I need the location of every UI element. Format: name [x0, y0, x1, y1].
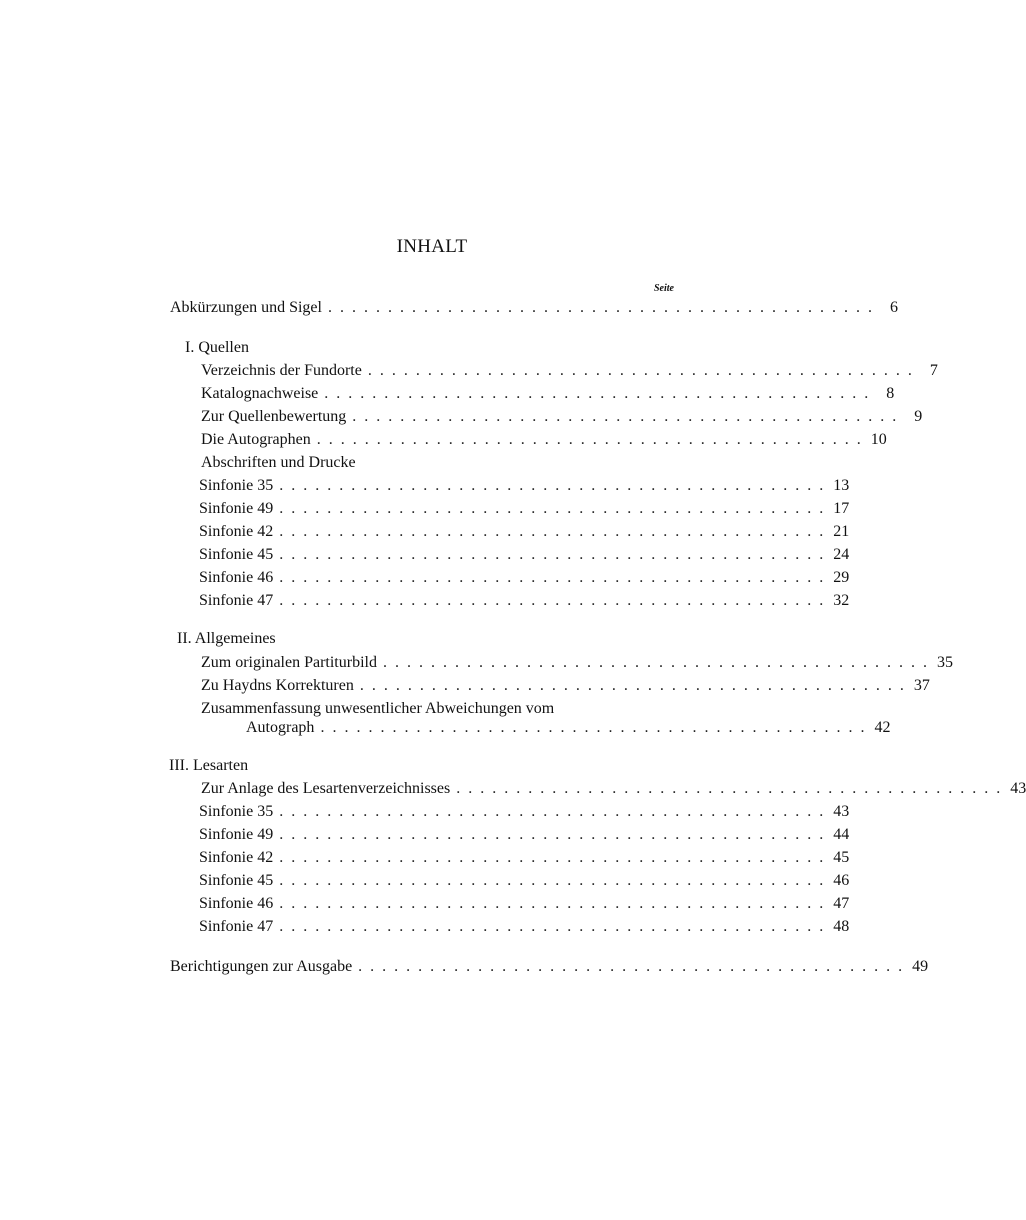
- page-title: INHALT: [396, 236, 468, 257]
- leader-dots: . . . . . . . . . . . . . . . . . . . . . . . . . . . . . . . . . . . . . . . . . . . . . .: [359, 677, 906, 694]
- toc-entry-label: Sinfonie 46: [199, 895, 274, 912]
- toc-entry: [201, 406, 923, 428]
- toc-entry: [199, 847, 850, 869]
- toc-entry-page: 43: [833, 803, 850, 820]
- toc-entry-label: Autograph: [246, 719, 315, 736]
- toc-entry-label: Sinfonie 49: [199, 826, 274, 843]
- page-column-label: Seite: [654, 283, 674, 294]
- toc-entry-page: 6: [889, 299, 898, 316]
- toc-entry: [201, 675, 930, 697]
- toc-entry: [246, 717, 891, 739]
- toc-entry-label: Sinfonie 35: [199, 803, 274, 820]
- toc-entry-label: Berichtigungen zur Ausgabe: [170, 958, 353, 975]
- leader-dots: . . . . . . . . . . . . . . . . . . . . . . . . . . . . . . . . . . . . . . . . . . . . . .: [279, 895, 826, 912]
- toc-entry-page: 45: [833, 849, 850, 866]
- toc-entry-label: Sinfonie 35: [199, 477, 274, 494]
- toc-entry: [199, 824, 850, 846]
- toc-entry-label: Verzeichnis der Fundorte: [201, 362, 362, 379]
- toc-entry-page: 43: [1010, 780, 1026, 797]
- toc-entry-page: 9: [914, 408, 923, 425]
- toc-entry-label: Sinfonie 47: [199, 918, 274, 935]
- leader-dots: . . . . . . . . . . . . . . . . . . . . . . . . . . . . . . . . . . . . . . . . . . . . . .: [367, 362, 914, 379]
- leader-dots: . . . . . . . . . . . . . . . . . . . . . . . . . . . . . . . . . . . . . . . . . . . . . .: [279, 500, 826, 517]
- toc-entry-page: 29: [833, 569, 850, 586]
- toc-entry-label: Sinfonie 45: [199, 546, 274, 563]
- toc-entry-page: 37: [913, 677, 930, 694]
- toc-entry: [201, 383, 895, 405]
- toc-entry: [201, 778, 1026, 800]
- toc-entry-page: 35: [936, 654, 953, 671]
- toc-entry-label: Zum originalen Partiturbild: [201, 654, 377, 671]
- toc-entry-label: Katalognachweise: [201, 385, 319, 402]
- toc-entry-page: 46: [833, 872, 850, 889]
- toc-entry-page: 48: [833, 918, 850, 935]
- toc-entry-page: 32: [833, 592, 850, 609]
- leader-dots: . . . . . . . . . . . . . . . . . . . . . . . . . . . . . . . . . . . . . . . . . . . . . .: [327, 299, 874, 316]
- toc-entry: [199, 567, 850, 589]
- toc-entry-page: 10: [870, 431, 887, 448]
- toc-entry-page: 47: [833, 895, 850, 912]
- toc-entry: [201, 652, 953, 674]
- toc-entry: [199, 544, 850, 566]
- toc-entry: [199, 801, 850, 823]
- toc-entry-label: Die Autographen: [201, 431, 311, 448]
- leader-dots: . . . . . . . . . . . . . . . . . . . . . . . . . . . . . . . . . . . . . . . . . . . . . .: [279, 826, 826, 843]
- section-heading-quellen: I. Quellen: [185, 339, 249, 356]
- toc-entry-multiline-first: Zusammenfassung unwesentlicher Abweichungen vom: [201, 700, 555, 717]
- leader-dots: . . . . . . . . . . . . . . . . . . . . . . . . . . . . . . . . . . . . . . . . . . . . . .: [382, 654, 929, 671]
- toc-entry-label: Sinfonie 42: [199, 849, 274, 866]
- toc-entry-page: 17: [833, 500, 850, 517]
- toc-entry-page: 21: [833, 523, 850, 540]
- leader-dots: . . . . . . . . . . . . . . . . . . . . . . . . . . . . . . . . . . . . . . . . . . . . . .: [279, 872, 826, 889]
- section-heading-allgemeines: II. Allgemeines: [177, 630, 276, 647]
- toc-entry: [199, 870, 850, 892]
- toc-entry-label: Zu Haydns Korrekturen: [201, 677, 354, 694]
- leader-dots: . . . . . . . . . . . . . . . . . . . . . . . . . . . . . . . . . . . . . . . . . . . . . .: [279, 918, 826, 935]
- toc-entry-page: 13: [833, 477, 850, 494]
- toc-entry: [201, 429, 887, 451]
- toc-entry-label: Sinfonie 46: [199, 569, 274, 586]
- toc-entry-page: 44: [833, 826, 850, 843]
- section-heading-lesarten: III. Lesarten: [169, 757, 249, 774]
- toc-entry-label: Zur Quellenbewertung: [201, 408, 347, 425]
- toc-entry-label: Sinfonie 45: [199, 872, 274, 889]
- leader-dots: . . . . . . . . . . . . . . . . . . . . . . . . . . . . . . . . . . . . . . . . . . . . . .: [279, 477, 826, 494]
- toc-entry: [199, 916, 850, 938]
- toc-entry-label: Sinfonie 49: [199, 500, 274, 517]
- toc-entry-label: Zur Anlage des Lesartenverzeichnisses: [201, 780, 451, 797]
- leader-dots: . . . . . . . . . . . . . . . . . . . . . . . . . . . . . . . . . . . . . . . . . . . . . .: [320, 719, 867, 736]
- leader-dots: . . . . . . . . . . . . . . . . . . . . . . . . . . . . . . . . . . . . . . . . . . . . . .: [324, 385, 871, 402]
- leader-dots: . . . . . . . . . . . . . . . . . . . . . . . . . . . . . . . . . . . . . . . . . . . . . .: [316, 431, 863, 448]
- toc-entry-page: 7: [929, 362, 938, 379]
- toc-entry: [199, 498, 850, 520]
- leader-dots: . . . . . . . . . . . . . . . . . . . . . . . . . . . . . . . . . . . . . . . . . . . . . .: [456, 780, 1003, 797]
- leader-dots: . . . . . . . . . . . . . . . . . . . . . . . . . . . . . . . . . . . . . . . . . . . . . .: [358, 958, 905, 975]
- toc-entry: [201, 360, 938, 382]
- leader-dots: . . . . . . . . . . . . . . . . . . . . . . . . . . . . . . . . . . . . . . . . . . . . . .: [352, 408, 899, 425]
- leader-dots: . . . . . . . . . . . . . . . . . . . . . . . . . . . . . . . . . . . . . . . . . . . . . .: [279, 569, 826, 586]
- toc-entry-label: Sinfonie 42: [199, 523, 274, 540]
- toc-entry-page: 42: [874, 719, 891, 736]
- leader-dots: . . . . . . . . . . . . . . . . . . . . . . . . . . . . . . . . . . . . . . . . . . . . . .: [279, 803, 826, 820]
- toc-entry-label: Sinfonie 47: [199, 592, 274, 609]
- toc-entry-abkuerzungen: [170, 297, 898, 319]
- toc-entry-berichtigungen: [170, 956, 929, 978]
- toc-entry-page: 49: [912, 958, 929, 975]
- toc-entry-page: 24: [833, 546, 850, 563]
- toc-entry-page: 8: [886, 385, 895, 402]
- leader-dots: . . . . . . . . . . . . . . . . . . . . . . . . . . . . . . . . . . . . . . . . . . . . . .: [279, 546, 826, 563]
- toc-entry: [199, 475, 850, 497]
- toc-entry: [199, 893, 850, 915]
- leader-dots: . . . . . . . . . . . . . . . . . . . . . . . . . . . . . . . . . . . . . . . . . . . . . .: [279, 592, 826, 609]
- subheading-abschriften: Abschriften und Drucke: [201, 454, 356, 471]
- toc-entry: [199, 521, 850, 543]
- toc-entry-label: Abkürzungen und Sigel: [170, 299, 322, 316]
- leader-dots: . . . . . . . . . . . . . . . . . . . . . . . . . . . . . . . . . . . . . . . . . . . . . .: [279, 523, 826, 540]
- leader-dots: . . . . . . . . . . . . . . . . . . . . . . . . . . . . . . . . . . . . . . . . . . . . . .: [279, 849, 826, 866]
- toc-entry: [199, 590, 850, 612]
